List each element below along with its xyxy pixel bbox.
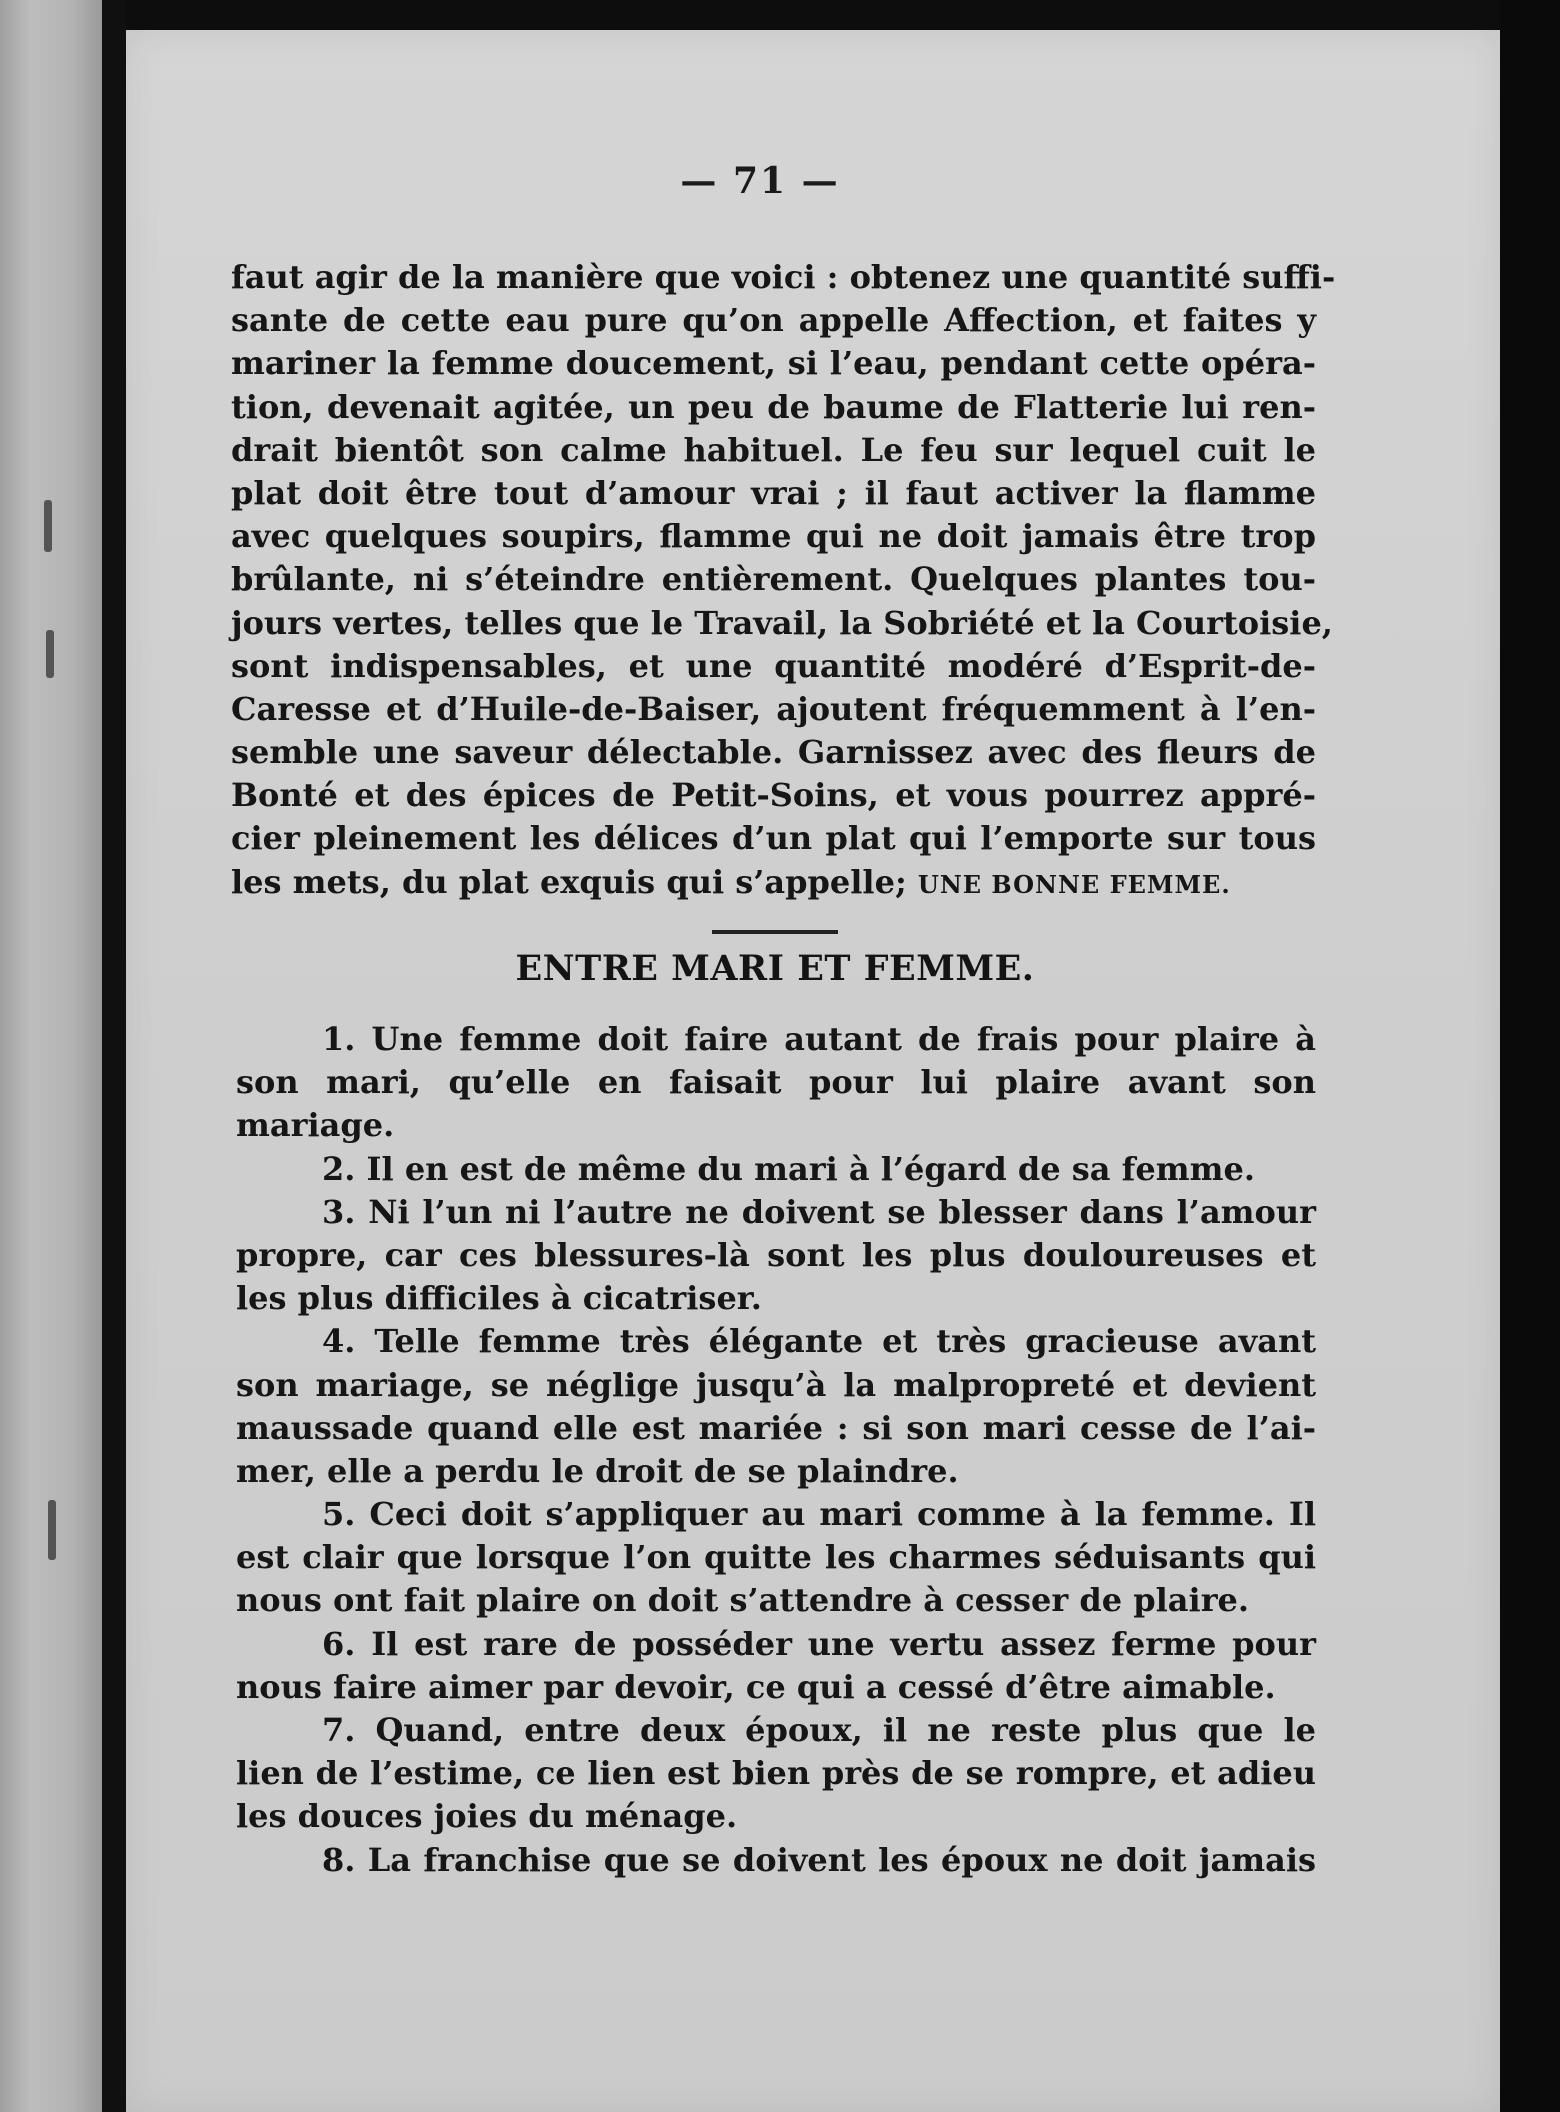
list-item-start: 8. La franchise que se doivent les époux ne doit jamais [322, 1840, 1316, 1879]
book-gutter [102, 0, 126, 2112]
scan-top-border [126, 0, 1500, 30]
list-item-start: 7. Quand, entre deux époux, il ne reste plus que le [322, 1711, 1316, 1749]
paragraph-smallcaps-ending: UNE BONNE FEMME. [917, 869, 1231, 899]
page-number: — 71 — [680, 160, 840, 202]
paragraph-line: avec quelques soupirs, flamme qui ne doit jamais être trop [231, 517, 1316, 556]
paragraph-line: Bonté et des épices de Petit-Soins, et vous pourrez appré- [231, 776, 1316, 815]
list-item-line: son mariage, se néglige jusqu’à la malpropreté et devient [236, 1365, 1316, 1404]
paragraph-line: mariner la femme doucement, si l’eau, pendant cette opéra- [231, 344, 1316, 383]
list-item-line: maussade quand elle est mariée : si son mari cesse de l’ai- [236, 1408, 1316, 1447]
adjacent-page-strip [0, 0, 102, 2112]
paragraph-line: cier pleinement les délices d’un plat qui l’emporte sur tous [231, 819, 1316, 858]
list-item-start: 2. Il en est de même du mari à l’égard de sa femme. [322, 1149, 1255, 1188]
section-heading: ENTRE MARI ET FEMME. [515, 948, 1035, 989]
list-item-start: 3. Ni l’un ni l’autre ne doivent se blesser dans l’amour [322, 1192, 1316, 1231]
binding-mark [48, 1500, 56, 1560]
paragraph-line: faut agir de la manière que voici : obtenez une quantité suffi- [231, 258, 1336, 296]
list-item-start: 5. Ceci doit s’appliquer au mari comme à la femme. Il [322, 1495, 1316, 1534]
binding-mark [46, 630, 54, 678]
paragraph-final-line [231, 861, 1316, 904]
paragraph-final-text: les mets, du plat exquis qui s’appelle; [231, 862, 918, 901]
list-item-start: 1. Une femme doit faire autant de frais pour plaire à [322, 1020, 1316, 1058]
list-item-line: mariage. [236, 1106, 395, 1145]
list-item-line: propre, car ces blessures-là sont les plus douloureuses et [236, 1235, 1316, 1274]
advice-list [236, 1018, 1316, 1882]
list-item-start: 6. Il est rare de posséder une vertu assez ferme pour [322, 1624, 1316, 1663]
paragraph-line: sont indispensables, et une quantité modéré d’Esprit-de- [231, 646, 1316, 685]
list-item-line: les plus difficiles à cicatriser. [236, 1279, 762, 1318]
paragraph-line: sante de cette eau pure qu’on appelle Affection, et faites y [231, 301, 1316, 340]
list-item-line: nous ont fait plaire on doit s’attendre à cesser de plaire. [236, 1581, 1250, 1620]
list-item-line: lien de l’estime, ce lien est bien près de se rompre, et adieu [236, 1754, 1316, 1793]
paragraph-line: semble une saveur délectable. Garnissez avec des fleurs de [231, 733, 1316, 772]
paragraph-line: tion, devenait agitée, un peu de baume de Flatterie lui ren- [231, 387, 1316, 426]
paragraph-line: Caresse et d’Huile-de-Baiser, ajoutent fréquemment à l’en- [231, 689, 1316, 728]
paragraph-line: brûlante, ni s’éteindre entièrement. Quelques plantes tou- [231, 560, 1316, 599]
list-item-start: 4. Telle femme très élégante et très gracieuse avant [322, 1322, 1316, 1361]
list-item-line: nous faire aimer par devoir, ce qui a cessé d’être aimable. [236, 1667, 1276, 1706]
binding-mark [44, 500, 52, 552]
paragraph-line: jours vertes, telles que le Travail, la Sobriété et la Courtoisie, [231, 603, 1333, 642]
list-item-line: mer, elle a perdu le droit de se plaindre. [236, 1451, 959, 1490]
paragraph-line: plat doit être tout d’amour vrai ; il faut activer la flamme [231, 473, 1316, 512]
section-divider [712, 930, 838, 934]
list-item-line: son mari, qu’elle en faisait pour lui plaire avant son [236, 1063, 1316, 1102]
recipe-paragraph [231, 256, 1336, 904]
scan-right-border [1500, 0, 1560, 2112]
list-item-line: est clair que lorsque l’on quitte les charmes séduisants qui [236, 1538, 1316, 1577]
list-item-line: les douces joies du ménage. [236, 1797, 738, 1836]
paragraph-line: drait bientôt son calme habituel. Le feu sur lequel cuit le [231, 430, 1316, 469]
